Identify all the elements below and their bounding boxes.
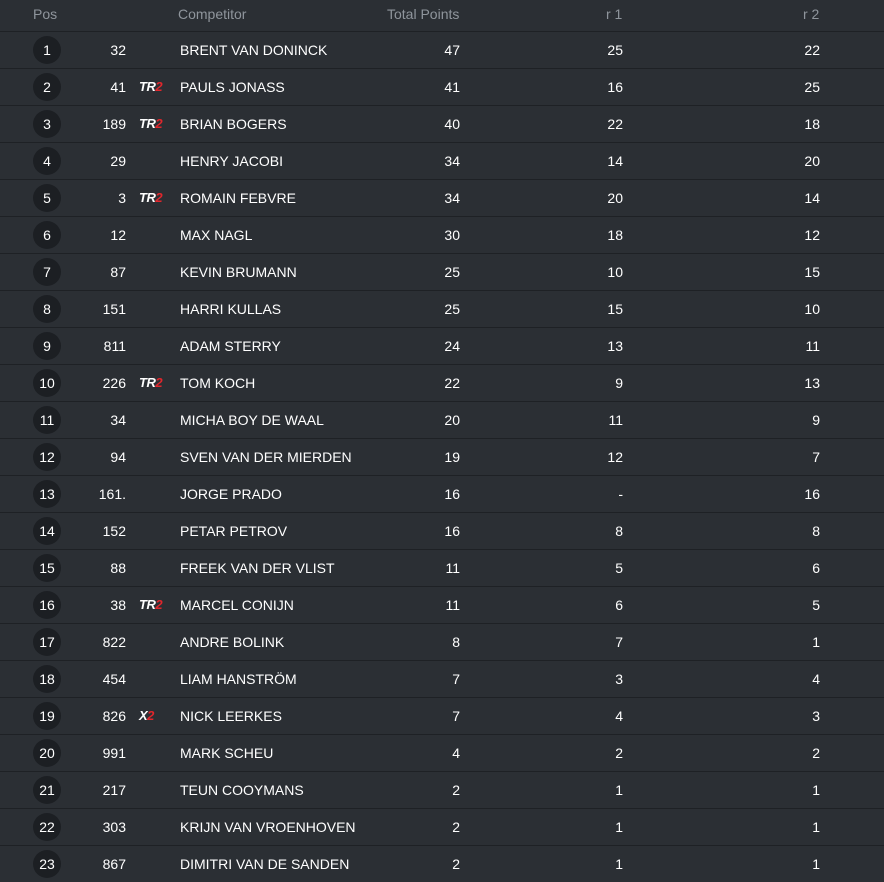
table-row[interactable] [0,439,884,476]
total-points: 11 [445,597,460,613]
table-row[interactable] [0,254,884,291]
race-2-points: 16 [804,486,820,502]
total-points: 2 [452,819,460,835]
race-1-points: 18 [607,227,623,243]
race-2-points: 12 [804,227,820,243]
total-points: 41 [444,79,460,95]
race-2-points: 22 [804,42,820,58]
table-header [0,0,884,32]
race-2-points: 5 [812,597,820,613]
rider-number: 822 [102,634,126,650]
table-row[interactable] [0,735,884,772]
race-2-points: 6 [812,560,820,576]
race-2-points: 1 [812,856,820,872]
position-badge: 20 [33,739,61,767]
table-row[interactable] [0,32,884,69]
total-points: 16 [444,523,460,539]
table-row[interactable] [0,291,884,328]
table-row[interactable] [0,217,884,254]
competitor-name[interactable]: ADAM STERRY [180,338,281,354]
table-row[interactable] [0,365,884,402]
table-row[interactable] [0,661,884,698]
rider-number: 94 [110,449,126,465]
competitor-name[interactable]: PETAR PETROV [180,523,288,539]
position-badge: 12 [33,443,61,471]
table-row[interactable] [0,476,884,513]
race-1-points: 14 [607,153,623,169]
competitor-name[interactable]: KEVIN BRUMANN [180,264,297,280]
total-points: 24 [444,338,460,354]
rider-number: 811 [103,338,126,354]
competitor-name[interactable]: JORGE PRADO [180,486,282,502]
rider-number: 303 [102,819,126,835]
race-1-points: 5 [615,560,623,576]
total-points: 20 [444,412,460,428]
race-1-points: 7 [615,634,623,650]
table-row[interactable] [0,846,884,882]
rider-number: 12 [110,227,126,243]
rider-number: 226 [102,375,126,391]
position-badge: 19 [33,702,61,730]
header-r2[interactable]: r 2 [803,6,820,22]
position-badge: 8 [33,295,61,323]
race-2-points: 10 [804,301,820,317]
table-row[interactable] [0,180,884,217]
position-badge: 1 [33,36,61,64]
table-row[interactable] [0,328,884,365]
class-badge-letters: TR [139,597,156,612]
class-badge-letters: TR [139,79,156,94]
total-points: 40 [444,116,460,132]
table-row[interactable] [0,809,884,846]
table-row[interactable] [0,624,884,661]
position-badge: 3 [33,110,61,138]
race-1-points: 15 [607,301,623,317]
position-badge: 14 [33,517,61,545]
header-pos[interactable]: Pos [33,6,58,22]
position-badge: 9 [33,332,61,360]
race-1-points: 8 [615,523,623,539]
table-row[interactable] [0,698,884,735]
total-points: 16 [444,486,460,502]
rider-number: 32 [110,42,126,58]
race-2-points: 1 [812,634,820,650]
position-badge: 15 [33,554,61,582]
race-1-points: 9 [615,375,623,391]
header-r1[interactable]: r 1 [606,6,623,22]
competitor-name[interactable]: TEUN COOYMANS [180,782,304,798]
table-row[interactable] [0,513,884,550]
class-badge [139,597,162,612]
position-badge: 11 [33,406,61,434]
race-2-points: 1 [812,782,820,798]
table-row[interactable] [0,772,884,809]
total-points: 11 [445,560,460,576]
race-2-points: 15 [804,264,820,280]
total-points: 47 [444,42,460,58]
position-badge: 18 [33,665,61,693]
rider-number: 88 [110,560,126,576]
total-points: 2 [452,782,460,798]
position-badge: 10 [33,369,61,397]
race-1-points: 25 [607,42,623,58]
class-badge-letters: TR [139,375,156,390]
table-body [0,32,884,882]
total-points: 7 [452,708,460,724]
race-1-points: 6 [615,597,623,613]
competitor-name[interactable]: FREEK VAN DER VLIST [180,560,335,576]
header-total-points[interactable]: Total Points [387,6,460,22]
rider-number: 454 [102,671,126,687]
race-2-points: 13 [804,375,820,391]
class-badge [139,708,154,723]
class-badge-digit: 2 [155,375,163,390]
race-2-points: 2 [812,745,820,761]
competitor-name[interactable]: MAX NAGL [180,227,253,243]
rider-number: 87 [110,264,126,280]
race-1-points: 1 [615,782,623,798]
class-badge-digit: 2 [155,597,163,612]
position-badge: 17 [33,628,61,656]
race-1-points: 10 [607,264,623,280]
competitor-name[interactable]: MICHA BOY DE WAAL [180,412,324,428]
class-badge-digit: 2 [147,708,154,723]
position-badge: 4 [33,147,61,175]
position-badge: 23 [33,850,61,878]
competitor-name[interactable]: NICK LEERKES [180,708,282,724]
position-badge: 13 [33,480,61,508]
total-points: 30 [444,227,460,243]
competitor-name[interactable]: MARCEL CONIJN [180,597,294,613]
race-1-points: 22 [607,116,623,132]
rider-number: 161. [98,486,126,502]
total-points: 19 [444,449,460,465]
rider-number: 867 [102,856,126,872]
competitor-name[interactable]: SVEN VAN DER MIERDEN [180,449,352,465]
table-row[interactable] [0,587,884,624]
table-row[interactable] [0,550,884,587]
competitor-name[interactable]: PAULS JONASS [180,79,285,95]
class-badge-letters: TR [139,190,156,205]
class-badge [139,79,162,94]
competitor-name[interactable]: BRIAN BOGERS [180,116,287,132]
class-badge-letters: TR [139,116,156,131]
race-1-points: 12 [607,449,623,465]
race-2-points: 1 [812,819,820,835]
total-points: 22 [444,375,460,391]
rider-number: 826 [102,708,126,724]
race-1-points: 1 [615,856,623,872]
race-1-points: 1 [615,819,623,835]
competitor-name[interactable]: HENRY JACOBI [180,153,283,169]
race-2-points: 4 [812,671,820,687]
total-points: 2 [452,856,460,872]
position-badge: 5 [33,184,61,212]
rider-number: 34 [110,412,126,428]
table-row[interactable] [0,69,884,106]
position-badge: 21 [33,776,61,804]
rider-number: 152 [102,523,126,539]
position-badge: 7 [33,258,61,286]
race-2-points: 11 [805,338,820,354]
competitor-name[interactable]: KRIJN VAN VROENHOVEN [180,819,356,835]
race-1-points: 20 [607,190,623,206]
class-badge-digit: 2 [155,79,163,94]
table-row[interactable] [0,106,884,143]
race-1-points: 11 [608,412,623,428]
race-2-points: 9 [812,412,820,428]
rider-number: 3 [118,190,126,206]
competitor-name[interactable]: ROMAIN FEBVRE [180,190,296,206]
race-1-points: 2 [615,745,623,761]
position-badge: 22 [33,813,61,841]
class-badge [139,190,162,205]
class-badge [139,116,162,131]
total-points: 25 [444,264,460,280]
header-competitor[interactable]: Competitor [178,6,247,22]
position-badge: 2 [33,73,61,101]
rider-number: 217 [102,782,126,798]
race-1-points: 4 [615,708,623,724]
race-1-points: 16 [607,79,623,95]
race-2-points: 18 [804,116,820,132]
race-1-points: 13 [607,338,623,354]
competitor-name[interactable]: ANDRE BOLINK [180,634,285,650]
total-points: 34 [444,190,460,206]
rider-number: 189 [102,116,126,132]
race-1-points: 3 [615,671,623,687]
race-2-points: 14 [804,190,820,206]
competitor-name[interactable]: TOM KOCH [180,375,256,391]
class-badge-digit: 2 [155,116,163,131]
race-2-points: 8 [812,523,820,539]
competitor-name[interactable]: BRENT VAN DONINCK [180,42,328,58]
rider-number: 38 [110,597,126,613]
rider-number: 991 [102,745,126,761]
table-row[interactable] [0,402,884,439]
rider-number: 151 [102,301,126,317]
total-points: 4 [452,745,460,761]
rider-number: 41 [110,79,126,95]
rider-number: 29 [110,153,126,169]
position-badge: 16 [33,591,61,619]
position-badge: 6 [33,221,61,249]
competitor-name[interactable]: LIAM HANSTRÖM [180,671,297,687]
total-points: 7 [452,671,460,687]
competitor-name[interactable]: MARK SCHEU [180,745,274,761]
race-2-points: 25 [804,79,820,95]
class-badge-letters: X [139,708,148,723]
race-2-points: 20 [804,153,820,169]
total-points: 25 [444,301,460,317]
table-row[interactable] [0,143,884,180]
race-1-points: - [618,486,623,502]
competitor-name[interactable]: DIMITRI VAN DE SANDEN [180,856,350,872]
total-points: 8 [452,634,460,650]
total-points: 34 [444,153,460,169]
class-badge-digit: 2 [155,190,163,205]
race-2-points: 3 [812,708,820,724]
race-2-points: 7 [812,449,820,465]
competitor-name[interactable]: HARRI KULLAS [180,301,282,317]
class-badge [139,375,162,390]
